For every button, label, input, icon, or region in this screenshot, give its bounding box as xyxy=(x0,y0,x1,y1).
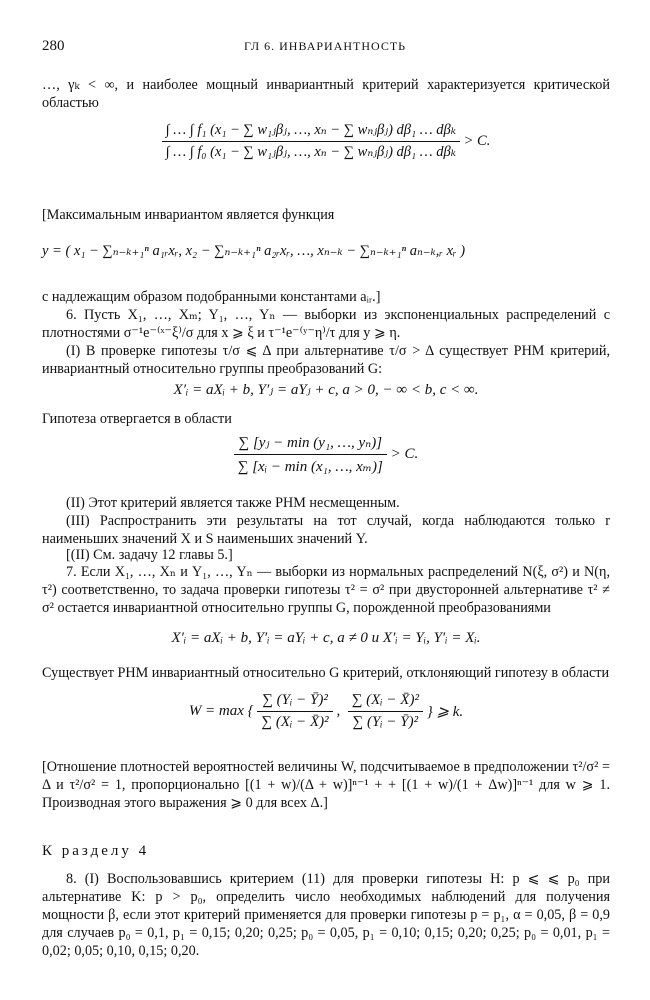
problem-6-part-2: (II) Этот критерий является также РНМ несмещенным. xyxy=(66,495,400,511)
paragraph-constants: с надлежащим образом подобранными константами aᵢᵣ.] xyxy=(42,289,381,305)
problem-7-hint: [Отношение плотностей вероятностей величины W, подсчитываемое в предположении τ²/σ² = Δ и τ²/σ² = 1, пропорционально [(1 + w)/(Δ + w)]ⁿ⁻¹ + + [(1 + w)/(1 + Δw)]ⁿ⁻¹ для w ⩾ 1. Производная этого выражения ⩾ 0 для всех Δ.] xyxy=(42,759,610,811)
min-fraction xyxy=(234,433,387,476)
fraction-denominator: ∑ (Yᵢ − Ȳ)² xyxy=(352,714,419,730)
equation-rejection-ratio xyxy=(42,433,610,476)
equation-group-generators: X′ᵢ = aXᵢ + b, Y′ᵢ = aYᵢ + c, a ≠ 0 и X′ᵢ = Yᵢ, Y′ᵢ = Xᵢ. xyxy=(171,630,481,646)
w-rhs: } ⩾ k. xyxy=(426,704,464,720)
paragraph-max-invariant: [Максимальным инвариантом является функция xyxy=(42,207,335,223)
fraction-denominator: ∑ (Xᵢ − X̄)² xyxy=(261,714,329,730)
page-header xyxy=(42,38,608,58)
chapter-title: ГЛ 6. ИНВАРИАНТНОСТЬ xyxy=(243,39,407,53)
page-number: 280 xyxy=(42,38,65,54)
equation-critical-ratio xyxy=(42,122,610,161)
problem-8-statement: 8. (I) Воспользовавшись критерием (11) для проверки гипотезы H: p ⩽ ⩽ p₀ при альтернативе K: p > p₀, определить число необходимых наблюдений для получения мощности β, если этот критерий применяется для проверки гипотезы p = p₁, α = 0,05, β = 0,9 для случаев p₀ = 0,1, p₁ = 0,15; 0,20; 0,25; p₀ = 0,05, p₁ = 0,10; 0,15; 0,20; 0,25; p₀ = 0,01, p₁ = 0,02; 0,05; 0,10, 0,15; 0,20. xyxy=(42,871,610,959)
fraction-denominator: ∑ [xᵢ − min (x₁, …, xₘ)] xyxy=(237,459,383,475)
variance-ratio-1 xyxy=(257,692,332,731)
fraction-numerator: ∑ (Xᵢ − X̄)² xyxy=(348,692,423,712)
equation-transformations-g: X′ᵢ = aXᵢ + b, Y′ⱼ = aYⱼ + c, a > 0, − ∞ < b, c < ∞. xyxy=(173,382,479,398)
fraction-numerator: ∑ (Yᵢ − Ȳ)² xyxy=(257,692,332,712)
problem-6-part-1: (I) В проверке гипотезы τ/σ ⩽ Δ при альтернативе τ/σ > Δ существует РНМ критерий, инвариантный относительно группы преобразований G: xyxy=(42,343,610,377)
w-lhs: W = max { xyxy=(188,703,254,719)
equation-w-statistic: W = max { $\frac{\text{∑ (Yᵢ − Ȳ)²}}{\text{∑ (Xᵢ − X̄)²}}$ , $\frac{\text{∑ (Xᵢ − X̄)²}}{\text{∑ (Yᵢ − Ȳ)²}}$ } ⩾ k. xyxy=(188,692,464,730)
integral-fraction xyxy=(162,122,460,161)
fraction-numerator: ∫ … ∫ f₁ (x₁ − ∑ w₁ⱼβⱼ, …, xₙ − ∑ wₙⱼβⱼ) dβ₁ … dβₖ xyxy=(162,122,460,142)
section-heading: К разделу 4 xyxy=(42,843,150,859)
fraction-rhs: > C. xyxy=(463,133,491,149)
equation-max-invariant: y = ( x₁ − ∑ₙ₋ₖ₊₁ⁿ a₁ᵣxᵣ, x₂ − ∑ₙ₋ₖ₊₁ⁿ a₂ᵣxᵣ, …, xₙ₋ₖ − ∑ₙ₋ₖ₊₁ⁿ aₙ₋ₖ,ᵣ xᵣ ) xyxy=(42,243,466,259)
paragraph-critical-region: …, γₖ < ∞, и наиболее мощный инвариантный критерий характеризуется критической областью xyxy=(42,77,610,111)
paragraph-rejection-region: Гипотеза отвергается в области xyxy=(42,411,232,427)
problem-7-statement: 7. Если X₁, …, Xₙ и Y₁, …, Yₙ — выборки из нормальных распределений N(ξ, σ²) и N(η, τ²) соответственно, то задача проверки гипотезы τ² = σ² при двусторонней альтернативе τ² ≠ σ² остается инвариантной относительно группы G, порожденной преобразованиями xyxy=(42,564,610,616)
problem-6-statement: 6. Пусть X₁, …, Xₘ; Y₁, …, Yₙ — выборки из экспоненциальных распределений с плотностями σ⁻¹e⁻⁽ˣ⁻ξ⁾/σ для x ⩾ ξ и τ⁻¹e⁻⁽ʸ⁻η⁾/τ для y ⩾ η. xyxy=(42,307,610,341)
fraction-numerator: ∑ [yⱼ − min (y₁, …, yₙ)] xyxy=(234,433,387,455)
problem-6-part-3: (III) Распространить эти результаты на тот случай, когда наблюдаются только r наименьших значений X и S наименьших значений Y. xyxy=(42,513,610,547)
variance-ratio-2 xyxy=(348,692,423,731)
paragraph-rnm-test: Существует РНМ инвариантный относительно G критерий, отклоняющий гипотезу в области xyxy=(42,665,610,681)
fraction-rhs: > C. xyxy=(390,446,419,462)
fraction-denominator: ∫ … ∫ f₀ (x₁ − ∑ w₁ⱼβⱼ, …, xₙ − ∑ wₙⱼβⱼ) dβ₁ … dβₖ xyxy=(165,144,456,160)
problem-6-hint: [(II) См. задачу 12 главы 5.] xyxy=(66,547,233,563)
